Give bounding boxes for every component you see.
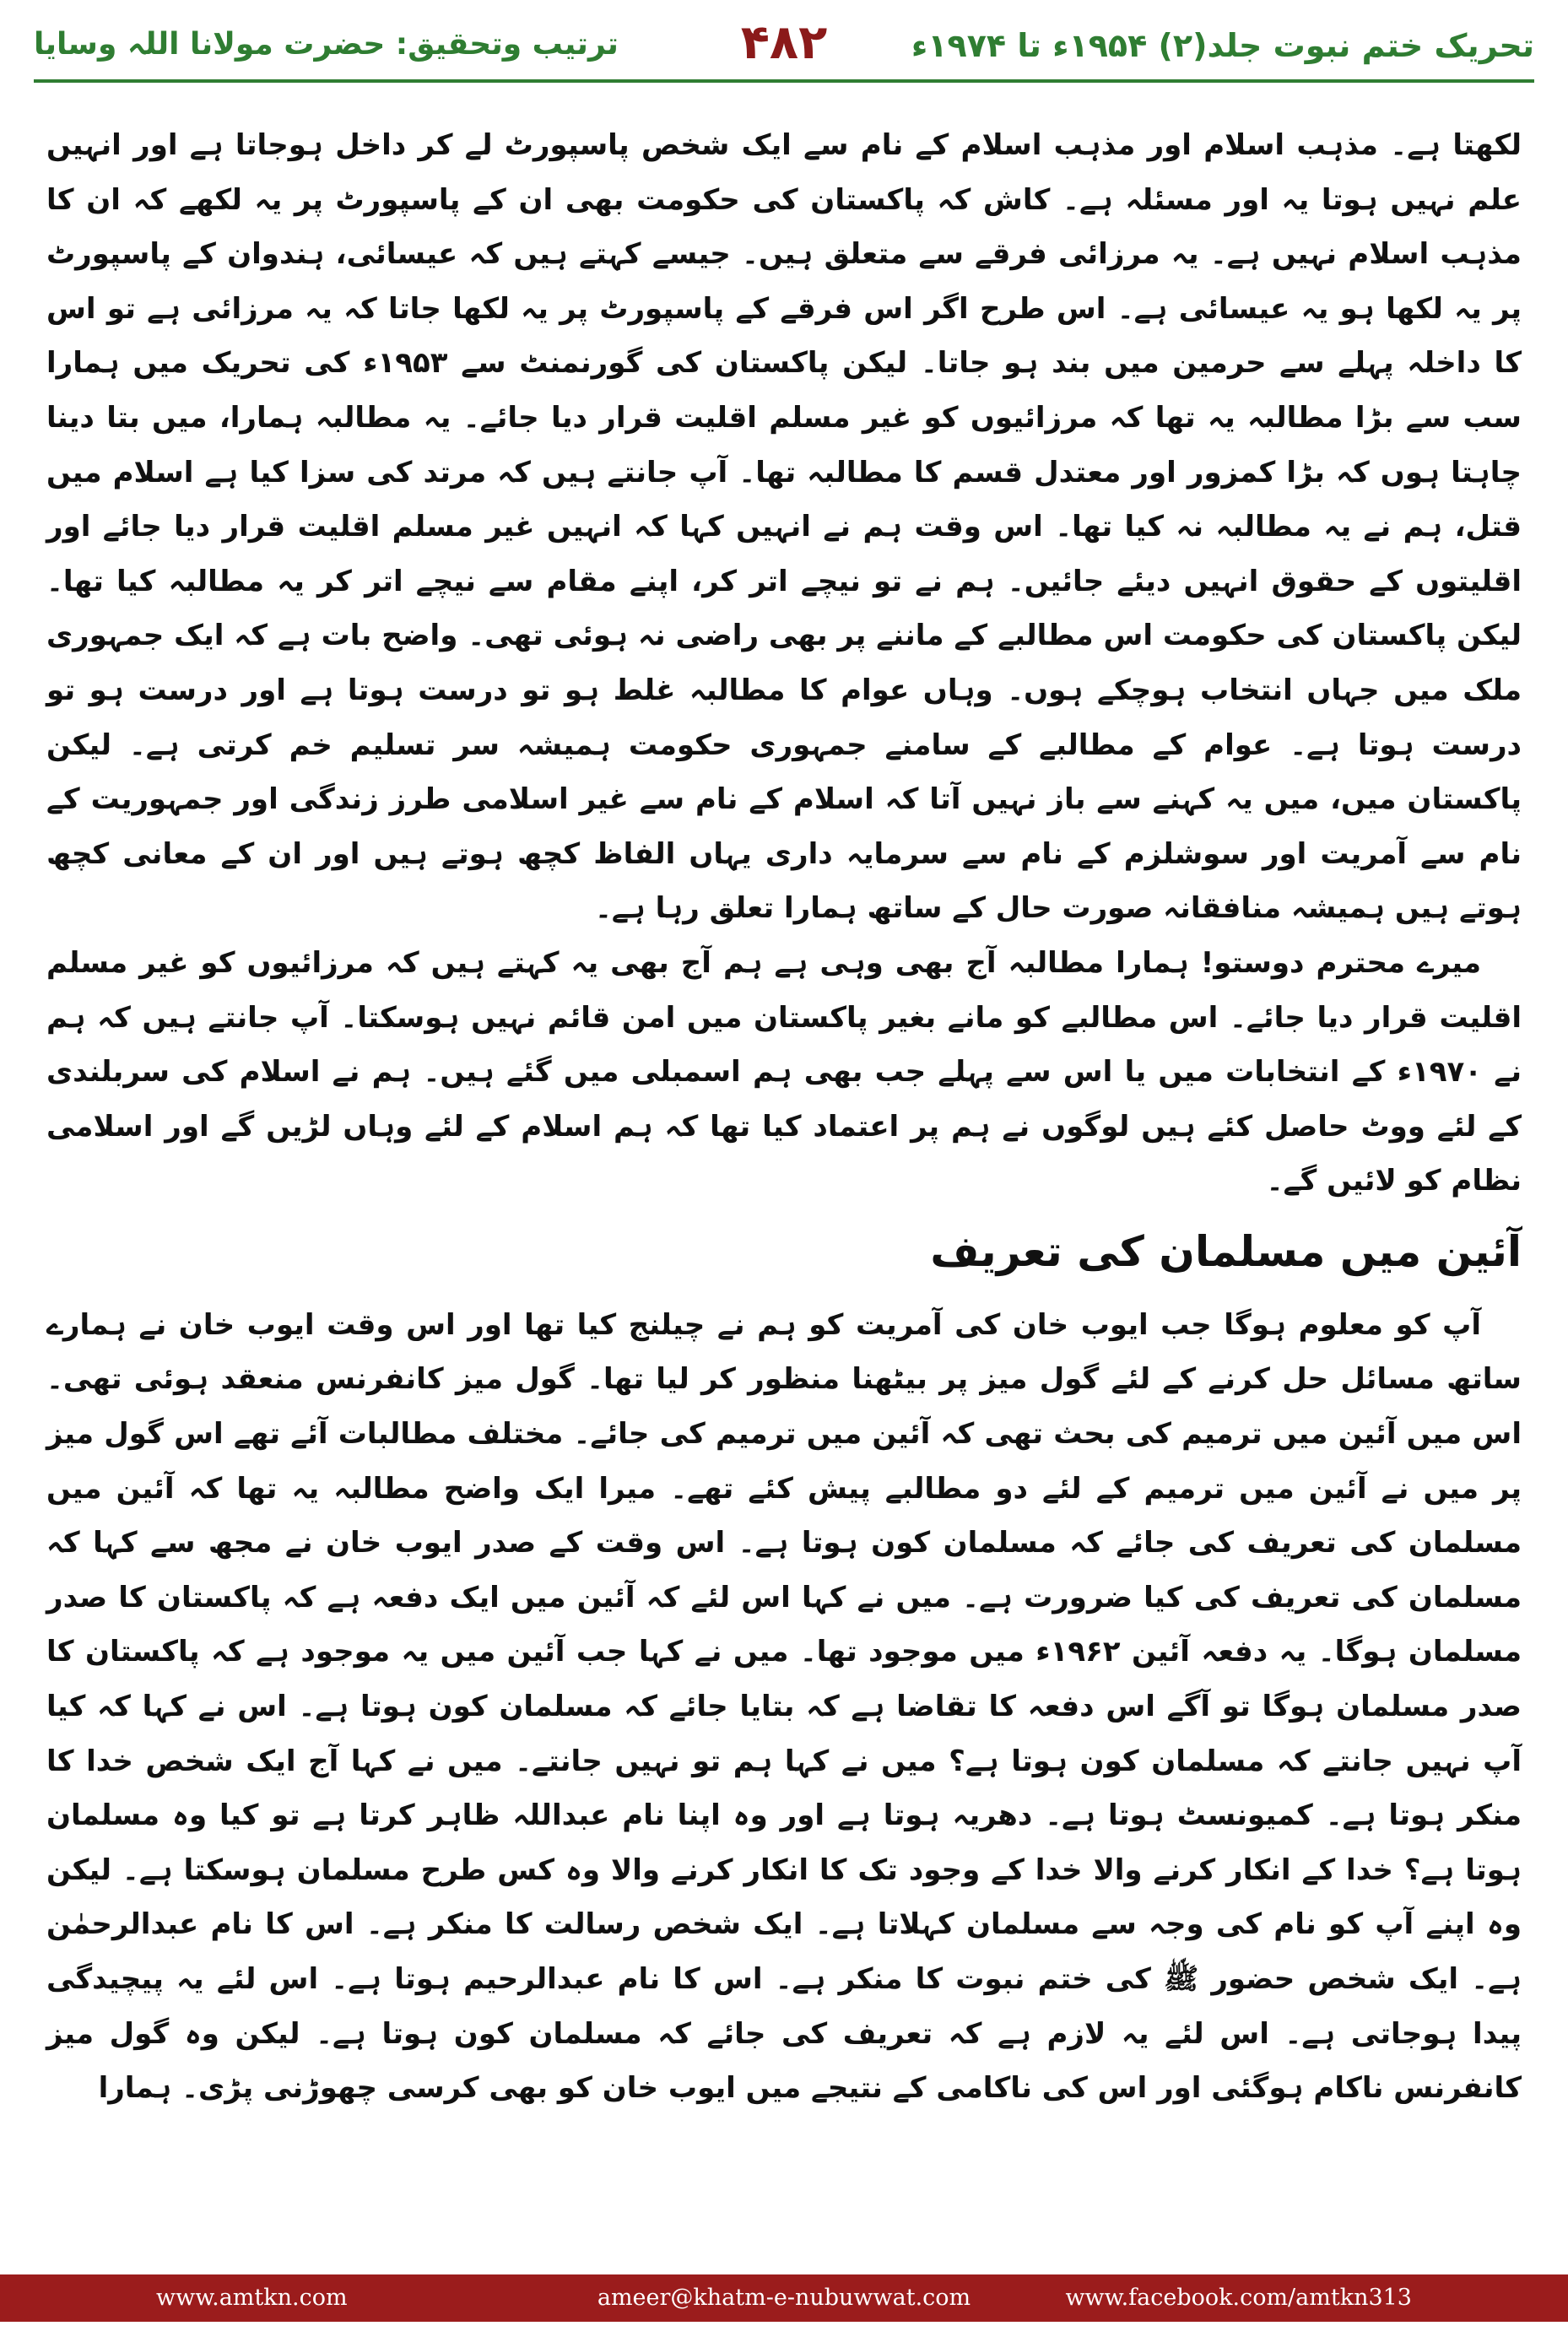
body-paragraph-1: لکھتا ہے۔ مذہب اسلام اور مذہب اسلام کے نام سے ایک شخص پاسپورٹ لے کر داخل ہوجاتا ہے اور انہیں علم نہیں ہوتا یہ اور مسئلہ ہے۔ کاش کہ پاکستان کی حکومت بھی ان کے پاسپورٹ پر یہ لکھے کہ ان کا مذہب اسلام نہیں ہے۔ یہ مرزائی فرقے سے متعلق ہیں۔ جیسے کہتے ہیں کہ عیسائی، ہندوان کے پاسپورٹ پر یہ لکھا ہو یہ عیسائی ہے۔ اس طرح اگر اس فرقے کے پاسپورٹ پر یہ لکھا جاتا کہ یہ مرزائی ہے تو اس کا داخلہ پہلے سے حرمین میں بند ہو جاتا۔ لیکن پاکستان کی گورنمنٹ سے ۱۹۵۳ء کی تحریک میں ہمارا سب سے بڑا مطالبہ یہ تھا کہ مرزائیوں کو غیر مسلم اقلیت قرار دیا جائے۔ یہ مطالبہ ہمارا، میں بتا دینا چاہتا ہوں کہ بڑا کمزور اور معتدل قسم کا مطالبہ تھا۔ آپ جانتے ہیں کہ مرتد کی سزا کیا ہے اسلام میں قتل، ہم نے یہ مطالبہ نہ کیا تھا۔ اس وقت ہم نے انہیں کہا کہ انہیں غیر مسلم اقلیت قرار دیا جائے اور اقلیتوں کے حقوق انہیں دیئے جائیں۔ ہم نے تو نیچے اتر کر، اپنے مقام سے نیچے اتر کر یہ مطالبہ کیا تھا۔ لیکن پاکستان کی حکومت اس مطالبے کے ماننے پر بھی راضی نہ ہوئی تھی۔ واضح بات ہے کہ ایک جمہوری ملک میں جہاں انتخاب ہوچکے ہوں۔ وہاں عوام کا مطالبہ غلط ہو تو درست ہوتا ہے اور درست ہو تو درست ہوتا ہے۔ عوام کے مطالبے کے سامنے جمہوری حکومت ہمیشہ سر تسلیم خم کرتی ہے۔ لیکن پاکستان میں، میں یہ کہنے سے باز نہیں آتا کہ اسلام کے نام سے غیر اسلامی طرز زندگی اور جمہوریت کے نام سے آمریت اور سوشلزم کے نام سے سرمایہ داری یہاں الفاظ کچھ ہوتے ہیں اور ان کے معانی کچھ ہوتے ہیں ہمیشہ منافقانہ صورت حال کے ساتھ ہمارا تعلق رہا ہے۔ (46, 128, 1522, 926)
page-header (0, 0, 1568, 78)
page-body (46, 118, 1522, 2116)
body-paragraph-2: میرے محترم دوستو! ہمارا مطالبہ آج بھی وہی ہے ہم آج بھی یہ کہتے ہیں کہ مرزائیوں کو غیر مسلم اقلیت قرار دیا جائے۔ اس مطالبے کو مانے بغیر پاکستان میں امن قائم نہیں ہوسکتا۔ آپ جانتے ہیں کہ ہم نے ۱۹۷۰ء کے انتخابات میں یا اس سے پہلے جب بھی ہم اسمبلی میں گئے ہیں۔ ہم نے اسلام کی سربلندی کے لئے ووٹ حاصل کئے ہیں لوگوں نے ہم پر اعتماد کیا تھا کہ ہم اسلام کے لئے وہاں لڑیں گے اور اسلامی نظام کو لائیں گے۔ (46, 945, 1522, 1198)
footer-facebook-link[interactable]: www.facebook.com/amtkn313 (1065, 2285, 1412, 2311)
body-paragraph-3: آپ کو معلوم ہوگا جب ایوب خان کی آمریت کو ہم نے چیلنج کیا تھا اور اس وقت ایوب خان نے ہمارے ساتھ مسائل حل کرنے کے لئے گول میز پر بیٹھنا منظور کر لیا تھا۔ گول میز کانفرنس منعقد ہوئی تھی۔ اس میں آئین میں ترمیم کی بحث تھی کہ آئین میں ترمیم کی جائے۔ مختلف مطالبات آئے تھے اس گول میز پر میں نے آئین میں ترمیم کے لئے دو مطالبے پیش کئے تھے۔ میرا ایک واضح مطالبہ یہ تھا کہ آئین میں مسلمان کی تعریف کی جائے کہ مسلمان کون ہوتا ہے۔ اس وقت کے صدر ایوب خان نے مجھ سے کہا کہ مسلمان کی تعریف کی کیا ضرورت ہے۔ میں نے کہا اس لئے کہ آئین میں ایک دفعہ ہے کہ پاکستان کا صدر مسلمان ہوگا۔ یہ دفعہ آئین ۱۹۶۲ء میں موجود تھا۔ میں نے کہا جب آئین میں یہ موجود ہے کہ پاکستان کا صدر مسلمان ہوگا تو آگے اس دفعہ کا تقاضا ہے کہ بتایا جائے کہ مسلمان کون ہوتا ہے۔ اس نے کہا کہ کیا آپ نہیں جانتے کہ مسلمان کون ہوتا ہے؟ میں نے کہا ہم تو نہیں جانتے۔ میں نے کہا آج ایک شخص خدا کا منکر ہوتا ہے۔ کمیونسٹ ہوتا ہے۔ دھریہ ہوتا ہے اور وہ اپنا نام عبداللہ ظاہر کرتا ہے تو کیا وہ مسلمان ہوتا ہے؟ خدا کے انکار کرنے والا خدا کے وجود تک کا انکار کرنے والا وہ کس طرح مسلمان ہوسکتا ہے۔ لیکن وہ اپنے آپ کو نام کی وجہ سے مسلمان کہلاتا ہے۔ ایک شخص رسالت کا منکر ہے۔ اس کا نام عبدالرحمٰن ہے۔ ایک شخص حضور ﷺ کی ختم نبوت کا منکر ہے۔ اس کا نام عبدالرحیم ہوتا ہے۔ اس لئے یہ پیچیدگی پیدا ہوجاتی ہے۔ اس لئے یہ لازم ہے کہ تعریف کی جائے کہ مسلمان کون ہوتا ہے۔ لیکن وہ گول میز کانفرنس ناکام ہوگئی اور اس کی ناکامی کے نتیجے میں ایوب خان کو بھی کرسی چھوڑنی پڑی۔ ہمارا (46, 1307, 1522, 2106)
compiler-credit: ترتیب وتحقیق: حضرت مولانا اللہ وسایا (34, 27, 619, 62)
book-title: تحریک ختم نبوت جلد(۲) ۱۹۵۴ء تا ۱۹۷۴ء (911, 27, 1534, 64)
page-number: ۴۸۲ (740, 15, 828, 70)
section-heading: آئین میں مسلمان کی تعریف (930, 1226, 1522, 1276)
footer-email-link[interactable]: ameer@khatm-e-nubuwwat.com (597, 2285, 971, 2311)
footer-website-link[interactable]: www.amtkn.com (156, 2285, 348, 2311)
header-divider (34, 79, 1534, 83)
page-footer (0, 2274, 1568, 2322)
